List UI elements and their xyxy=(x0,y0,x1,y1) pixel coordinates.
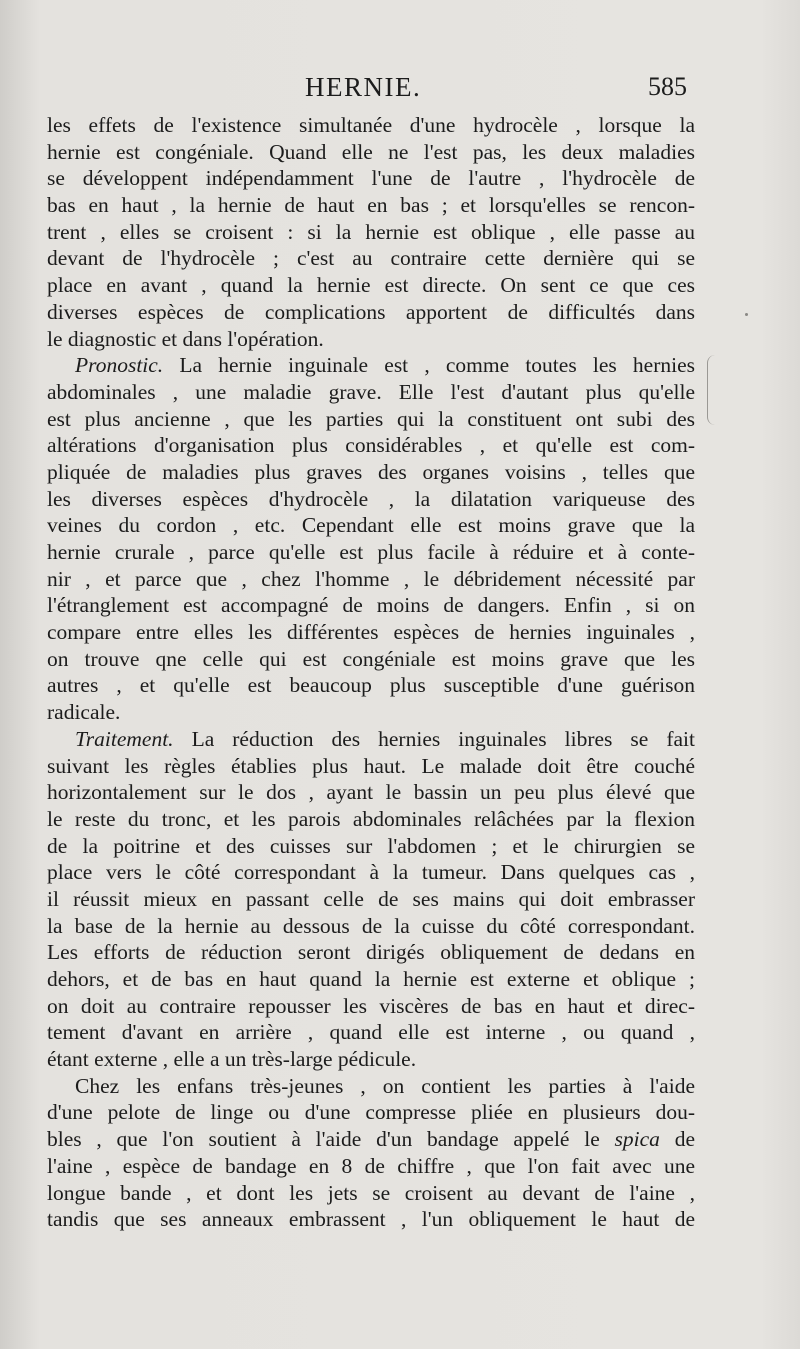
paragraph-start-pronostic xyxy=(47,352,695,379)
text-run: La hernie inguinale est , comme toutes les hernies xyxy=(163,353,695,378)
text-line: horizontalement sur le dos , ayant le bassin un peu plus élevé que xyxy=(47,780,695,805)
text-line: dehors, et de bas en haut quand la hernie est externe et oblique ; xyxy=(47,967,695,991)
text-line: on trouve qne celle qui est congéniale est moins grave que les xyxy=(47,646,695,671)
text-line: compare entre elles les différentes espèces de hernies inguinales , xyxy=(47,620,695,645)
body-text xyxy=(47,112,695,1233)
running-title: HERNIE. xyxy=(305,72,422,102)
margin-bracket-mark xyxy=(707,355,722,425)
section-heading-traitement: Traitement. xyxy=(75,726,174,751)
text-run: de xyxy=(659,1127,695,1152)
text-line: est plus ancienne , que les parties qui la constituent ont subi des xyxy=(47,406,695,431)
text-line: il réussit mieux en passant celle de ses mains qui doit embrasser xyxy=(47,886,695,911)
text-line: les effets de l'existence simultanée d'une hydrocèle , lorsque la xyxy=(47,113,695,137)
text-line: autres , et qu'elle est beaucoup plus susceptible d'une guérison xyxy=(47,673,695,698)
text-line: veines du cordon , etc. Cependant elle est moins grave que la xyxy=(47,513,695,538)
text-line: abdominales , une maladie grave. Elle l'est d'autant plus qu'elle xyxy=(47,379,695,404)
text-line: le reste du tronc, et les parois abdominales relâchées par la flexion xyxy=(47,806,695,831)
text-line: hernie est congéniale. Quand elle ne l'est pas, les deux maladies xyxy=(47,139,695,164)
text-line: les diverses espèces d'hydrocèle , la dilatation variqueuse des xyxy=(47,486,695,511)
text-line: devant de l'hydrocèle ; c'est au contraire cette dernière qui se xyxy=(47,246,695,271)
text-line: radicale. xyxy=(47,700,121,725)
text-run: La réduction des hernies inguinales libres se fait xyxy=(173,726,695,751)
text-line: Les efforts de réduction seront dirigés obliquement de dedans en xyxy=(47,940,695,965)
text-line: l'aine , espèce de bandage en 8 de chiffre , que l'on fait avec une xyxy=(47,1153,695,1178)
text-line: le diagnostic et dans l'opération. xyxy=(47,326,324,351)
text-line: pliquée de maladies plus graves des organes voisins , telles que xyxy=(47,459,695,484)
italic-term-spica: spica xyxy=(614,1127,660,1152)
text-line: hernie crurale , parce qu'elle est plus facile à réduire et à conte- xyxy=(47,540,695,564)
section-heading-pronostic: Pronostic. xyxy=(75,353,164,378)
text-line: altérations d'organisation plus considérables , et qu'elle est com- xyxy=(47,433,695,458)
text-line: tandis que ses anneaux embrassent , l'un obliquement le haut de xyxy=(47,1207,695,1232)
text-line: on doit au contraire repousser les viscères de bas en haut et direc- xyxy=(47,993,695,1018)
text-line: place en avant , quand la hernie est directe. On sent ce que ces xyxy=(47,273,695,298)
text-line: suivant les règles établies plus haut. Le malade doit être couché xyxy=(47,753,695,778)
text-line-with-italic xyxy=(47,1126,695,1153)
text-line: l'étranglement est accompagné de moins de dangers. Enfin , si on xyxy=(47,593,695,618)
text-line: nir , et parce que , chez l'homme , le débridement nécessité par xyxy=(47,566,695,591)
text-line: longue bande , et dont les jets se croisent au devant de l'aine , xyxy=(47,1180,695,1205)
text-line: de la poitrine et des cuisses sur l'abdomen ; et le chirurgien se xyxy=(47,833,695,858)
paragraph-start-traitement xyxy=(47,726,695,753)
text-line: se développent indépendamment l'une de l'autre , l'hydrocèle de xyxy=(47,166,695,191)
text-line: diverses espèces de complications apportent de difficultés dans xyxy=(47,299,695,324)
margin-speck xyxy=(745,313,748,316)
text-line: place vers le côté correspondant à la tumeur. Dans quelques cas , xyxy=(47,860,695,885)
text-line: bas en haut , la hernie de haut en bas ; et lorsqu'elles se rencon- xyxy=(47,193,695,218)
text-line: la base de la hernie au dessous de la cuisse du côté correspondant. xyxy=(47,913,695,938)
text-line: d'une pelote de linge ou d'une compresse pliée en plusieurs dou- xyxy=(47,1100,695,1125)
text-run: bles , que l'on soutient à l'aide d'un bandage appelé le xyxy=(47,1127,615,1152)
text-line: tement d'avant en arrière , quand elle est interne , ou quand , xyxy=(47,1020,695,1045)
page-number: 585 xyxy=(648,72,687,101)
paragraph-start-enfans: Chez les enfans très-jeunes , on contient les parties à l'aide xyxy=(75,1073,695,1098)
text-line: trent , elles se croisent : si la hernie est oblique , elle passe au xyxy=(47,219,695,244)
page-header xyxy=(0,72,800,108)
text-line: étant externe , elle a un très-large pédicule. xyxy=(47,1047,417,1072)
